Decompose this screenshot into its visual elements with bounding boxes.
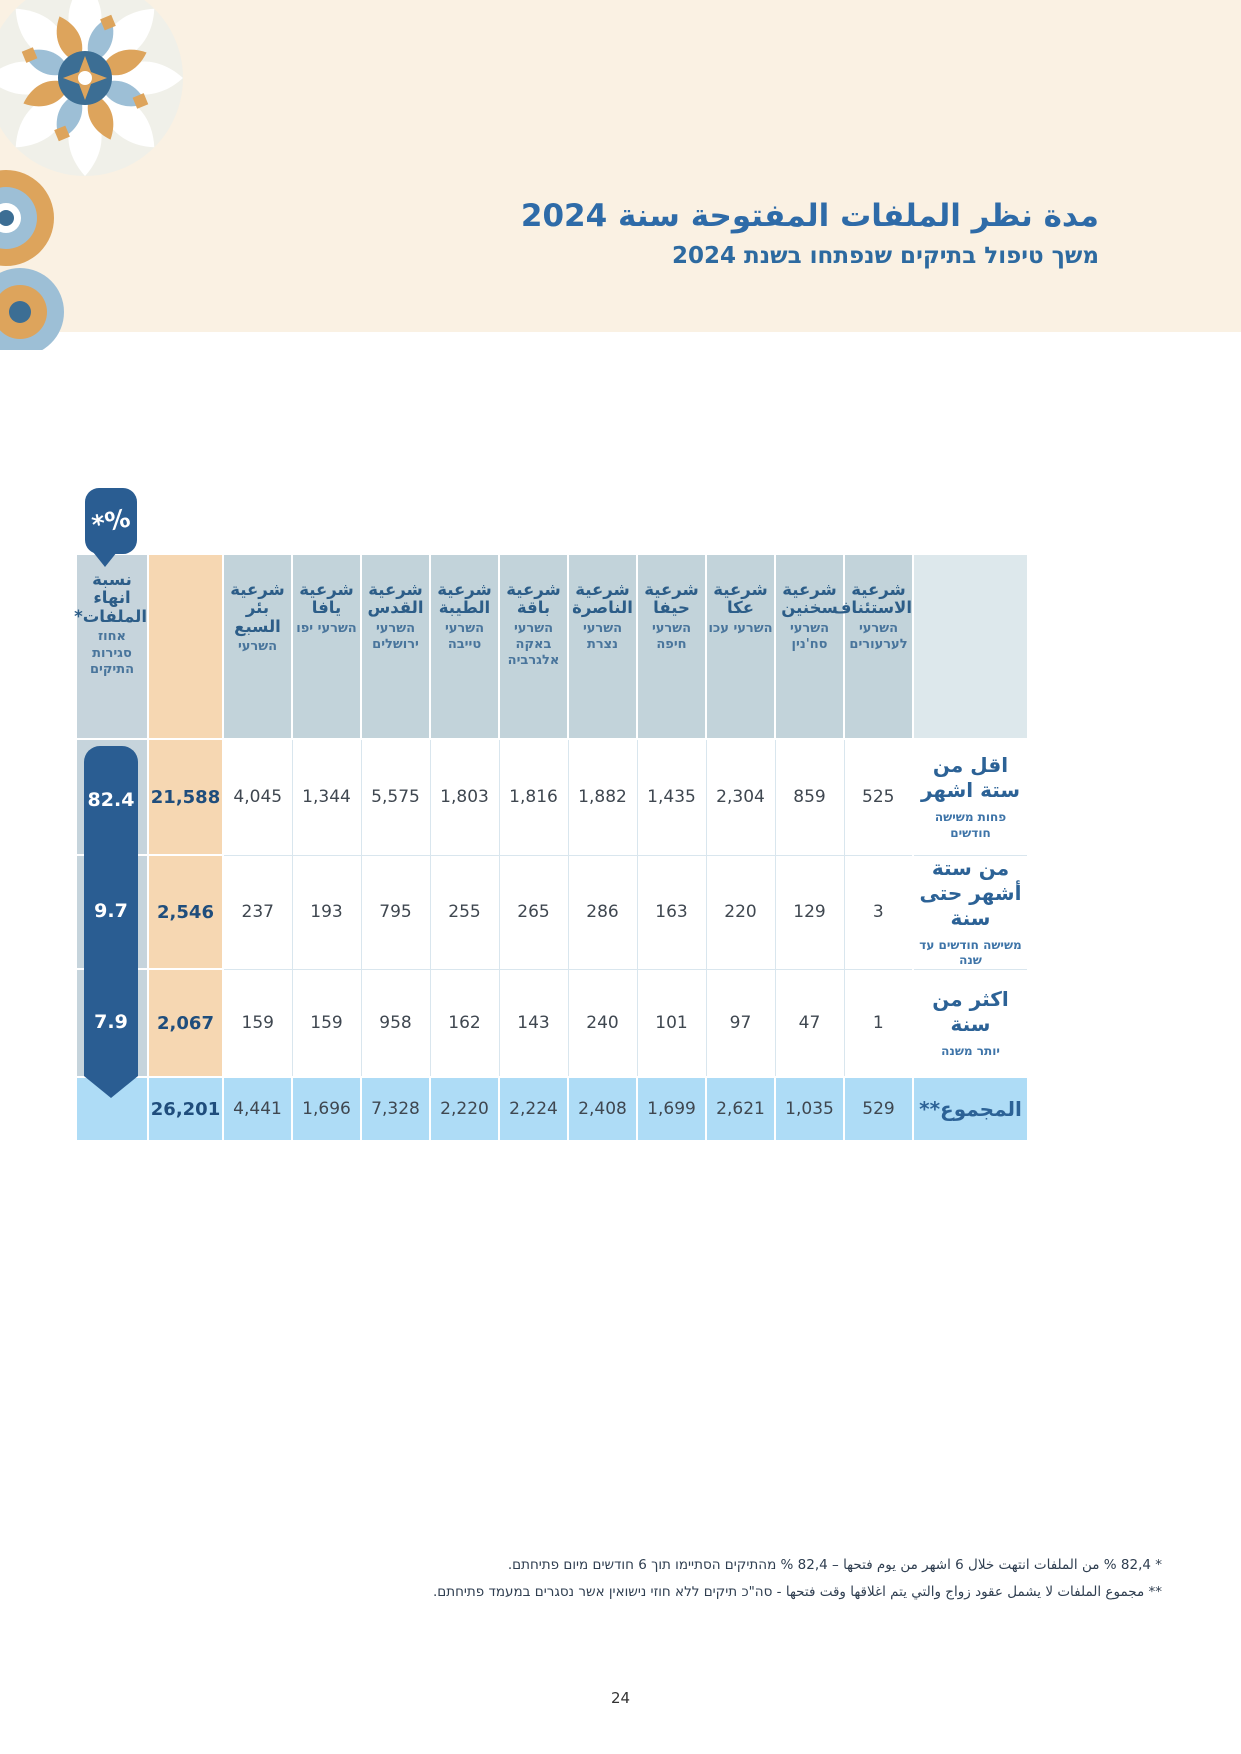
footnotes	[433, 1552, 1162, 1606]
percent-badge-label: *%	[89, 502, 133, 540]
table-cell: 220	[706, 855, 775, 969]
page-title-hebrew: משך טיפול בתיקים שנפתחו בשנת 2024	[672, 243, 1099, 270]
row-label-he: משישה חודשים עד שנה	[919, 937, 1022, 968]
row-label-ar: اقل من ستة اشهر	[920, 753, 1021, 803]
table-row-6-to-12-months	[76, 855, 1028, 969]
footnote-2: ** مجموع الملفات لا يشمل عقود زواج والتي يتم اغلاقها وقت فتحها - סה"כ תיקים ללא חוזי נישואין אשר נסגרים במעמד פתיחתם.	[432, 1584, 1162, 1600]
row-label-cell	[913, 969, 1028, 1077]
percent-badge	[85, 488, 137, 554]
islamic-pattern-ornament-icon	[0, 0, 250, 350]
table-cell: 1,699	[637, 1077, 706, 1141]
table-cell: 163	[637, 855, 706, 969]
table-cell: 265	[499, 855, 568, 969]
table-cell: 4,441	[223, 1077, 292, 1141]
table-row-over-1-year	[76, 969, 1028, 1077]
grand-total-cell: 26,201	[148, 1077, 223, 1141]
table-cell: 1,816	[499, 739, 568, 855]
row-label-ar: اكثر من سنة	[932, 986, 1009, 1036]
table-cell: 859	[775, 739, 844, 855]
page-number: 24	[610, 1689, 631, 1707]
column-header-court-4	[568, 554, 637, 739]
court-name-ar: شرعية باقة	[506, 580, 561, 618]
totals-column-header	[148, 554, 223, 739]
table-cell: 162	[430, 969, 499, 1077]
total-row-label: المجموع**	[913, 1077, 1028, 1141]
table-cell: 525	[844, 739, 913, 855]
table-cell: 286	[568, 855, 637, 969]
court-name-he: השרעי חיפה	[651, 620, 692, 653]
percentage-column-header	[76, 554, 148, 739]
court-name-he: השרעי נצרת	[582, 620, 623, 653]
court-name-ar: شرعية الناصرة	[572, 580, 633, 618]
table-cell: 3	[844, 855, 913, 969]
table-row-under-6-months	[76, 739, 1028, 855]
percentage-ribbon	[84, 746, 138, 1076]
court-name-ar: شرعية سخنين	[781, 580, 838, 618]
court-name-he: השרעי סח'נין	[789, 620, 830, 653]
table-cell: 795	[361, 855, 430, 969]
table-cell: 1	[844, 969, 913, 1077]
row-label-cell	[913, 739, 1028, 855]
row-total-cell: 2,546	[148, 855, 223, 969]
court-name-ar: شرعية عكا	[713, 580, 768, 618]
column-header-court-5	[499, 554, 568, 739]
court-name-he: השרעי טייבה	[444, 620, 485, 653]
column-header-court-6	[430, 554, 499, 739]
table-cell: 1,435	[637, 739, 706, 855]
court-name-he: השרעי לערעורים	[849, 620, 908, 653]
court-name-ar: شرعية حيفا	[644, 580, 699, 618]
court-name-he: השרעי ירושלים	[372, 620, 419, 653]
column-header-court-9	[223, 554, 292, 739]
court-name-ar: شرعية يافا	[299, 580, 354, 618]
table-cell: 2,220	[430, 1077, 499, 1141]
column-header-court-7	[361, 554, 430, 739]
row-total-cell: 2,067	[148, 969, 223, 1077]
table-cell: 97	[706, 969, 775, 1077]
row-label-he: יותר משנה	[941, 1043, 1000, 1058]
table-row-grand-total	[76, 1077, 1028, 1141]
column-header-court-1	[775, 554, 844, 739]
table-cell: 240	[568, 969, 637, 1077]
pct-header-he: אחוז סגירות התיקים	[89, 629, 135, 677]
column-header-court-2	[706, 554, 775, 739]
court-name-ar: شرعية الطيبة	[437, 580, 492, 618]
table-cell: 2,408	[568, 1077, 637, 1141]
row-label-he: פחות משישה חודשים	[934, 810, 1007, 840]
table-cell: 159	[223, 969, 292, 1077]
table-cell: 159	[292, 969, 361, 1077]
table-cell: 101	[637, 969, 706, 1077]
table-cell: 129	[775, 855, 844, 969]
table-cell: 1,882	[568, 739, 637, 855]
pct-header-ar: نسبة انهاء الملفات*	[74, 570, 147, 626]
page-title-block	[521, 198, 1099, 269]
court-name-he: השרעי עכו	[708, 620, 773, 636]
column-header-court-8	[292, 554, 361, 739]
column-header-court-0	[832, 554, 913, 739]
table-cell: 143	[499, 969, 568, 1077]
table-cell: 2,621	[706, 1077, 775, 1141]
court-name-ar: شرعية الاستئناف	[832, 580, 912, 618]
court-name-he: השרעי יפו	[296, 620, 357, 636]
row-label-cell	[913, 855, 1028, 969]
court-name-ar: شرعية القدس	[367, 580, 424, 618]
table-cell: 7,328	[361, 1077, 430, 1141]
pct-value-row2: 9.7	[94, 900, 128, 922]
duration-table	[75, 553, 1029, 1142]
pct-value-row1: 82.4	[87, 789, 135, 811]
table-cell: 5,575	[361, 739, 430, 855]
table-cell: 1,803	[430, 739, 499, 855]
table-cell: 193	[292, 855, 361, 969]
footnote-1: * 82,4 % من الملفات انتهت خلال 6 اشهر من يوم فتحها – 82,4 % מהתיקים הסתיימו תוך 6 חודשים מיום פתיחתם.	[507, 1557, 1162, 1573]
column-header-court-3	[637, 554, 706, 739]
page-title-arabic: مدة نظر الملفات المفتوحة سنة 2024	[520, 198, 1099, 234]
table-cell: 529	[844, 1077, 913, 1141]
table-cell: 1,035	[775, 1077, 844, 1141]
corner-header-cell	[913, 554, 1028, 739]
court-name-ar: شرعية بئر السبع	[230, 580, 285, 636]
court-name-he: השרעי	[237, 639, 278, 655]
pct-value-row3: 7.9	[94, 1011, 128, 1033]
court-name-he: השרעי באקה אלגרביה	[507, 620, 560, 669]
table-cell: 2,224	[499, 1077, 568, 1141]
table-cell: 1,344	[292, 739, 361, 855]
duration-table-wrap	[74, 502, 1027, 1142]
table-cell: 2,304	[706, 739, 775, 855]
header-row	[76, 554, 1028, 739]
table-cell: 47	[775, 969, 844, 1077]
table-cell: 958	[361, 969, 430, 1077]
row-label-ar: من ستة أشهر حتى سنة	[919, 855, 1022, 930]
row-total-cell: 21,588	[148, 739, 223, 855]
table-cell: 255	[430, 855, 499, 969]
table-cell: 4,045	[223, 739, 292, 855]
table-cell: 237	[223, 855, 292, 969]
table-cell: 1,696	[292, 1077, 361, 1141]
